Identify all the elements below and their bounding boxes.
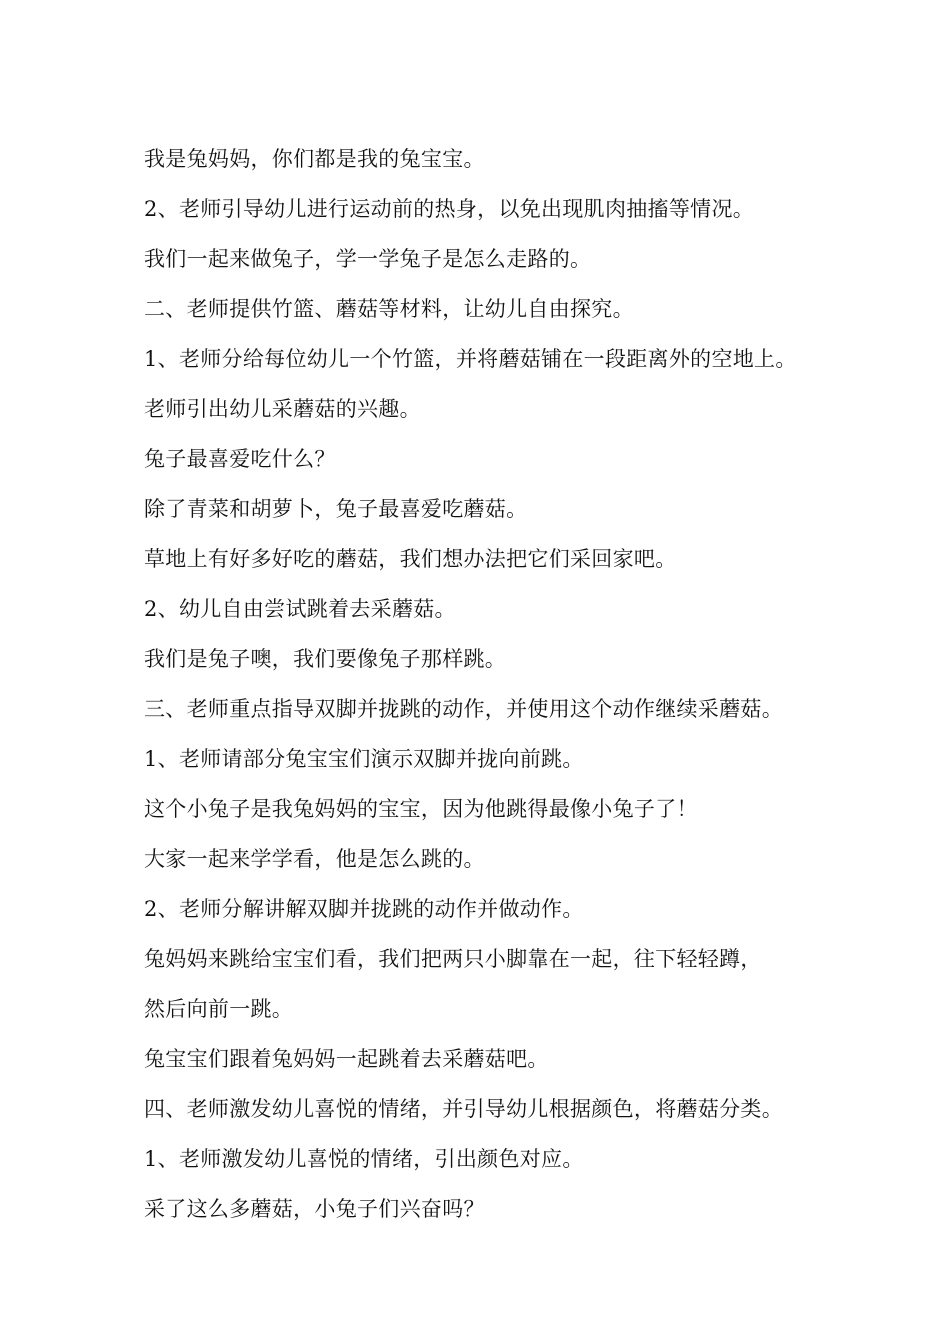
- text-line: 这个小兔子是我兔妈妈的宝宝，因为他跳得最像小兔子了！: [144, 797, 698, 821]
- text-line: 我们是兔子噢，我们要像兔子那样跳。: [144, 647, 507, 671]
- text-line: 采了这么多蘑菇，小兔子们兴奋吗？: [144, 1197, 485, 1221]
- text-line: 草地上有好多好吃的蘑菇，我们想办法把它们采回家吧。: [144, 547, 677, 571]
- text-line: 兔妈妈来跳给宝宝们看，我们把两只小脚靠在一起，往下轻轻蹲，: [144, 947, 762, 971]
- text-line: 我们一起来做兔子，学一学兔子是怎么走路的。: [144, 247, 592, 271]
- text-line: 大家一起来学学看，他是怎么跳的。: [144, 847, 485, 871]
- text-line: 1、老师分给每位幼儿一个竹篮，并将蘑菇铺在一段距离外的空地上。: [144, 347, 797, 371]
- section-heading: 二、老师提供竹篮、蘑菇等材料，让幼儿自由探究。: [144, 297, 634, 321]
- text-line: 除了青菜和胡萝卜，兔子最喜爱吃蘑菇。: [144, 497, 528, 521]
- section-heading: 三、老师重点指导双脚并拢跳的动作，并使用这个动作继续采蘑菇。: [144, 697, 783, 721]
- document-body: [144, 134, 844, 1234]
- text-line: 2、幼儿自由尝试跳着去采蘑菇。: [144, 597, 456, 621]
- text-line: 2、老师引导幼儿进行运动前的热身，以免出现肌肉抽搐等情况。: [144, 197, 755, 221]
- text-line: 兔宝宝们跟着兔妈妈一起跳着去采蘑菇吧。: [144, 1047, 549, 1071]
- section-heading: 四、老师激发幼儿喜悦的情绪，并引导幼儿根据颜色，将蘑菇分类。: [144, 1097, 783, 1121]
- text-line: 1、老师请部分兔宝宝们演示双脚并拢向前跳。: [144, 747, 584, 771]
- text-line: 老师引出幼儿采蘑菇的兴趣。: [144, 397, 421, 421]
- text-line: 1、老师激发幼儿喜悦的情绪，引出颜色对应。: [144, 1147, 584, 1171]
- text-line: 然后向前一跳。: [144, 997, 294, 1021]
- text-line: 兔子最喜爱吃什么？: [144, 447, 336, 471]
- text-line: 2、老师分解讲解双脚并拢跳的动作并做动作。: [144, 897, 584, 921]
- text-line: 我是兔妈妈，你们都是我的兔宝宝。: [144, 147, 485, 171]
